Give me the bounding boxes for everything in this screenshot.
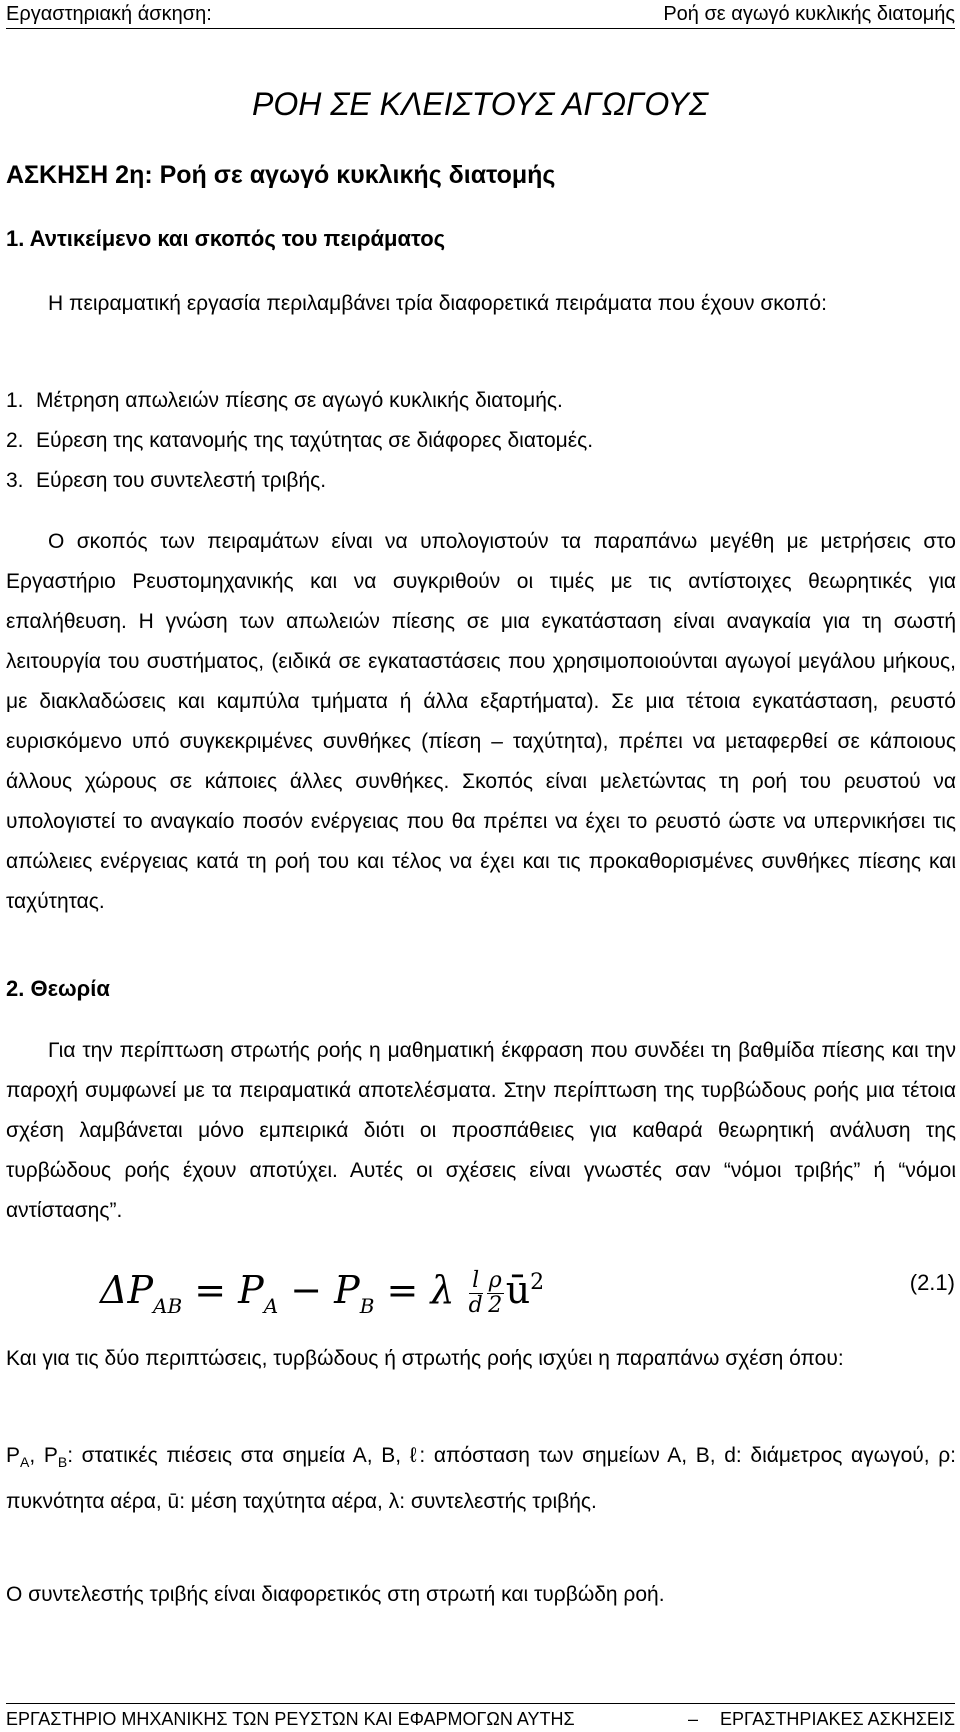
after-formula-text: Και για τις δύο περιπτώσεις, τυρβώδους ή στρωτής ροής ισχύει η παραπάνω σχέση όπου: — [6, 1347, 844, 1370]
formula-delta: ΔP — [100, 1268, 154, 1312]
section1-heading: 1. Αντικείμενο και σκοπός του πειράματος — [6, 226, 446, 251]
fraction-numerator: l — [469, 1269, 483, 1294]
def-pb: P — [43, 1444, 58, 1467]
footer-separator: – — [688, 1709, 699, 1729]
page-title: ΡΟΗ ΣΕ ΚΛΕΙΣΤΟΥΣ ΑΓΩΓΟΥΣ — [252, 86, 708, 122]
def-sep: , — [29, 1444, 44, 1467]
fraction-denominator: d — [468, 1293, 483, 1318]
header-left: Εργαστηριακή άσκηση: — [6, 3, 212, 25]
formula-sub-b: B — [359, 1294, 375, 1318]
def-pa: P — [6, 1444, 21, 1467]
footer-left: ΕΡΓΑΣΤΗΡΙΟ ΜΗΧΑΝΙΚΗΣ ΤΩΝ ΡΕΥΣΤΩΝ ΚΑΙ ΕΦΑΡΜΟΓΩΝ ΑΥΤΗΣ — [6, 1709, 575, 1729]
header-right: Ροή σε αγωγό κυκλικής διατομής — [663, 3, 955, 25]
exercise-heading: ΑΣΚΗΣΗ 2η: Ροή σε αγωγό κυκλικής διατομής — [6, 161, 556, 189]
fraction-denominator: 2 — [488, 1293, 503, 1318]
list-item — [6, 421, 593, 461]
section1-intro: Η πειραματική εργασία περιλαμβάνει τρία διαφορετικά πειράματα που έχουν σκοπό: — [48, 292, 827, 315]
formula-sub-ab: AB — [153, 1294, 183, 1318]
list-item — [6, 461, 593, 501]
closing-sentence: Ο συντελεστής τριβής είναι διαφορετικός στη στρωτή και τυρβώδη ροή. — [6, 1583, 665, 1606]
formula-fraction-rho-2 — [487, 1269, 504, 1318]
list-number: 1. — [6, 389, 24, 412]
formula-exponent: 2 — [530, 1270, 545, 1295]
formula-eq1: = P — [182, 1268, 264, 1312]
page-header — [6, 0, 955, 29]
list-number: 2. — [6, 429, 24, 452]
formula-fraction-l-d — [469, 1269, 483, 1318]
list-text: Εύρεση της κατανομής της ταχύτητας σε διάφορες διατομές. — [36, 429, 594, 452]
def-pb-sub: B — [57, 1454, 68, 1470]
list-number: 3. — [6, 469, 24, 492]
section2-paragraph: Για την περίπτωση στρωτής ροής η μαθηματική έκφραση που συνδέει τη βαθμίδα πίεσης και την παροχή συμφωνεί με τα πειραματικά αποτελέσματα. Στην περίπτωση της τυρβώδους ροής μια τέτοια σχέση λαμβάνεται μόνο εμπειρικά διότι οι προσπάθειες για καθαρά θεωρητική ανάλυση της τυρβώδους ροής έχουν αποτύχει. Αυτές οι σχέσεις είναι γνωστές σαν “νόμοι τριβής” ή “νόμοι αντίστασης”. — [6, 1039, 956, 1222]
variable-definitions — [6, 1436, 956, 1522]
objectives-list — [6, 381, 593, 501]
def-rest: : στατικές πιέσεις στα σημεία Α, Β, ℓ: απόσταση των σημείων Α, Β, d: διάμετρος αγωγού, ρ: πυκνότητα αέρα, ū: μέση ταχύτητα αέρα, λ: συντελεστής τριβής. — [6, 1444, 956, 1513]
formula-minus: − P — [278, 1268, 360, 1312]
fraction-numerator: ρ — [488, 1268, 502, 1293]
section1-paragraph: Ο σκοπός των πειραμάτων είναι να υπολογιστούν τα παραπάνω μεγέθη με μετρήσεις στο Εργαστήριο Ρευστομηχανικής και να συγκριθούν οι τιμές με τις αντίστοιχες θεωρητικές για επαλήθευση. Η γνώση των απωλειών πίεσης σε μια εγκατάσταση είναι αναγκαία για τη σωστή λειτουργία του συστήματος, (ειδικά σε εγκαταστάσεις που χρησιμοποιούνται αγωγοί μεγάλου μήκους, με διακλαδώσεις και καμπύλα τμήματα ή άλλα εξαρτήματα). Σε μια τέτοια εγκατάσταση, ρευστό ευρισκόμενο υπό συγκεκριμένες συνθήκες (πίεση – ταχύτητα), πρέπει να μεταφερθεί σε κάποιους άλλους χώρους σε κάποιες άλλες συνθήκες. Σκοπός είναι μελετώντας τη ροή του ρευστού να υπολογιστεί το αναγκαίο ποσόν ενέργειας που θα πρέπει να έχει το ρευστό ώστε να υπερνικήσει τις απώλειες ενέργειας κατά τη ροή του και τέλος να έχει και τις προκαθορισμένες συνθήκες πίεσης και ταχύτητας. — [6, 530, 956, 913]
footer-right: ΕΡΓΑΣΤΗΡΙΑΚΕΣ ΑΣΚΗΣΕΙΣ — [720, 1709, 955, 1729]
section2-heading: 2. Θεωρία — [6, 976, 110, 1001]
formula-eq2: = λ — [374, 1268, 455, 1312]
pressure-loss-formula — [100, 1253, 545, 1318]
equation-number: (2.1) — [909, 1270, 955, 1295]
page-footer — [6, 1703, 955, 1732]
list-text: Μέτρηση απωλειών πίεσης σε αγωγό κυκλικής διατομής. — [36, 389, 563, 412]
list-text: Εύρεση του συντελεστή τριβής. — [36, 469, 327, 492]
formula-mean-velocity: ū — [505, 1268, 531, 1312]
list-item — [6, 381, 593, 421]
formula-sub-a: A — [263, 1294, 279, 1318]
def-pa-sub: A — [20, 1454, 30, 1470]
